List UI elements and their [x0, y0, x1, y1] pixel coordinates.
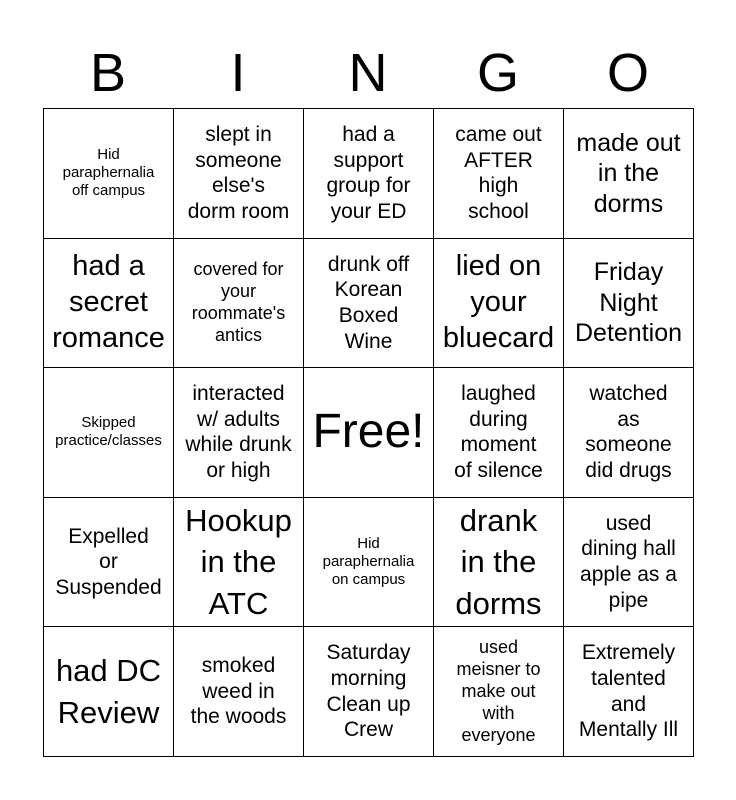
cell-text: Saturday morning Clean up Crew	[326, 641, 411, 742]
cell-text: Expelled or Suspended	[55, 524, 162, 599]
cell-text: interacted w/ adults while drunk or high	[185, 382, 292, 483]
header-letter-b: B	[89, 43, 127, 103]
cell-text: made out in the dorms	[576, 128, 681, 218]
cell-text: Hid paraphernalia on campus	[322, 534, 415, 589]
bingo-cell-r4-c3[interactable]	[304, 498, 434, 628]
bingo-cell-r4-c5[interactable]	[564, 498, 694, 628]
cell-text: Hid paraphernalia off campus	[62, 145, 155, 200]
bingo-cell-r3-c1[interactable]	[44, 368, 174, 498]
bingo-board	[43, 108, 694, 757]
bingo-cell-r5-c3[interactable]	[304, 627, 434, 757]
cell-text: smoked weed in the woods	[190, 654, 287, 729]
cell-text: had DC Review	[55, 653, 162, 730]
bingo-cell-r4-c1[interactable]	[44, 498, 174, 628]
cell-text: Skipped practice/classes	[55, 414, 162, 450]
bingo-cell-r1-c3[interactable]	[304, 109, 434, 239]
cell-text: used meisner to make out with everyone	[456, 636, 541, 745]
cell-text: covered for your roommate's antics	[191, 258, 286, 345]
bingo-cell-r5-c2[interactable]	[174, 627, 304, 757]
cell-text: came out AFTER high school	[455, 123, 542, 223]
header-letter-g: G	[476, 43, 519, 103]
bingo-cell-r1-c2[interactable]	[174, 109, 304, 239]
free-space-label: Free!	[312, 405, 425, 459]
bingo-cell-r5-c4[interactable]	[434, 627, 564, 757]
cell-text: lied on your bluecard	[442, 250, 555, 354]
cell-text: Extremely talented and Mentally Ill	[578, 641, 679, 742]
bingo-cell-r2-c5[interactable]	[564, 239, 694, 369]
bingo-cell-r2-c1[interactable]	[44, 239, 174, 369]
bingo-cell-free[interactable]	[304, 368, 434, 498]
bingo-cell-r5-c5[interactable]	[564, 627, 694, 757]
cell-text: slept in someone else's dorm room	[187, 123, 290, 223]
cell-text: had a support group for your ED	[326, 123, 411, 223]
bingo-cell-r3-c2[interactable]	[174, 368, 304, 498]
cell-text: had a secret romance	[52, 250, 165, 354]
bingo-cell-r2-c3[interactable]	[304, 239, 434, 369]
bingo-header	[43, 40, 693, 106]
cell-text: watched as someone did drugs	[585, 382, 672, 483]
header-letter-o: O	[606, 43, 649, 103]
cell-text: laughed during moment of silence	[454, 382, 543, 483]
cell-text: used dining hall apple as a pipe	[580, 511, 677, 612]
bingo-cell-r5-c1[interactable]	[44, 627, 174, 757]
bingo-cell-r1-c5[interactable]	[564, 109, 694, 239]
bingo-cell-r4-c2[interactable]	[174, 498, 304, 628]
cell-text: drank in the dorms	[455, 503, 542, 621]
bingo-cell-r4-c4[interactable]	[434, 498, 564, 628]
bingo-cell-r1-c4[interactable]	[434, 109, 564, 239]
header-letter-n: N	[348, 43, 388, 103]
cell-text: drunk off Korean Boxed Wine	[327, 252, 410, 353]
cell-text: Friday Night Detention	[574, 258, 683, 348]
bingo-cell-r2-c4[interactable]	[434, 239, 564, 369]
bingo-cell-r2-c2[interactable]	[174, 239, 304, 369]
header-letter-i: I	[230, 43, 246, 103]
bingo-cell-r3-c5[interactable]	[564, 368, 694, 498]
cell-text: Hookup in the ATC	[185, 503, 292, 621]
bingo-cell-r3-c4[interactable]	[434, 368, 564, 498]
bingo-cell-r1-c1[interactable]	[44, 109, 174, 239]
